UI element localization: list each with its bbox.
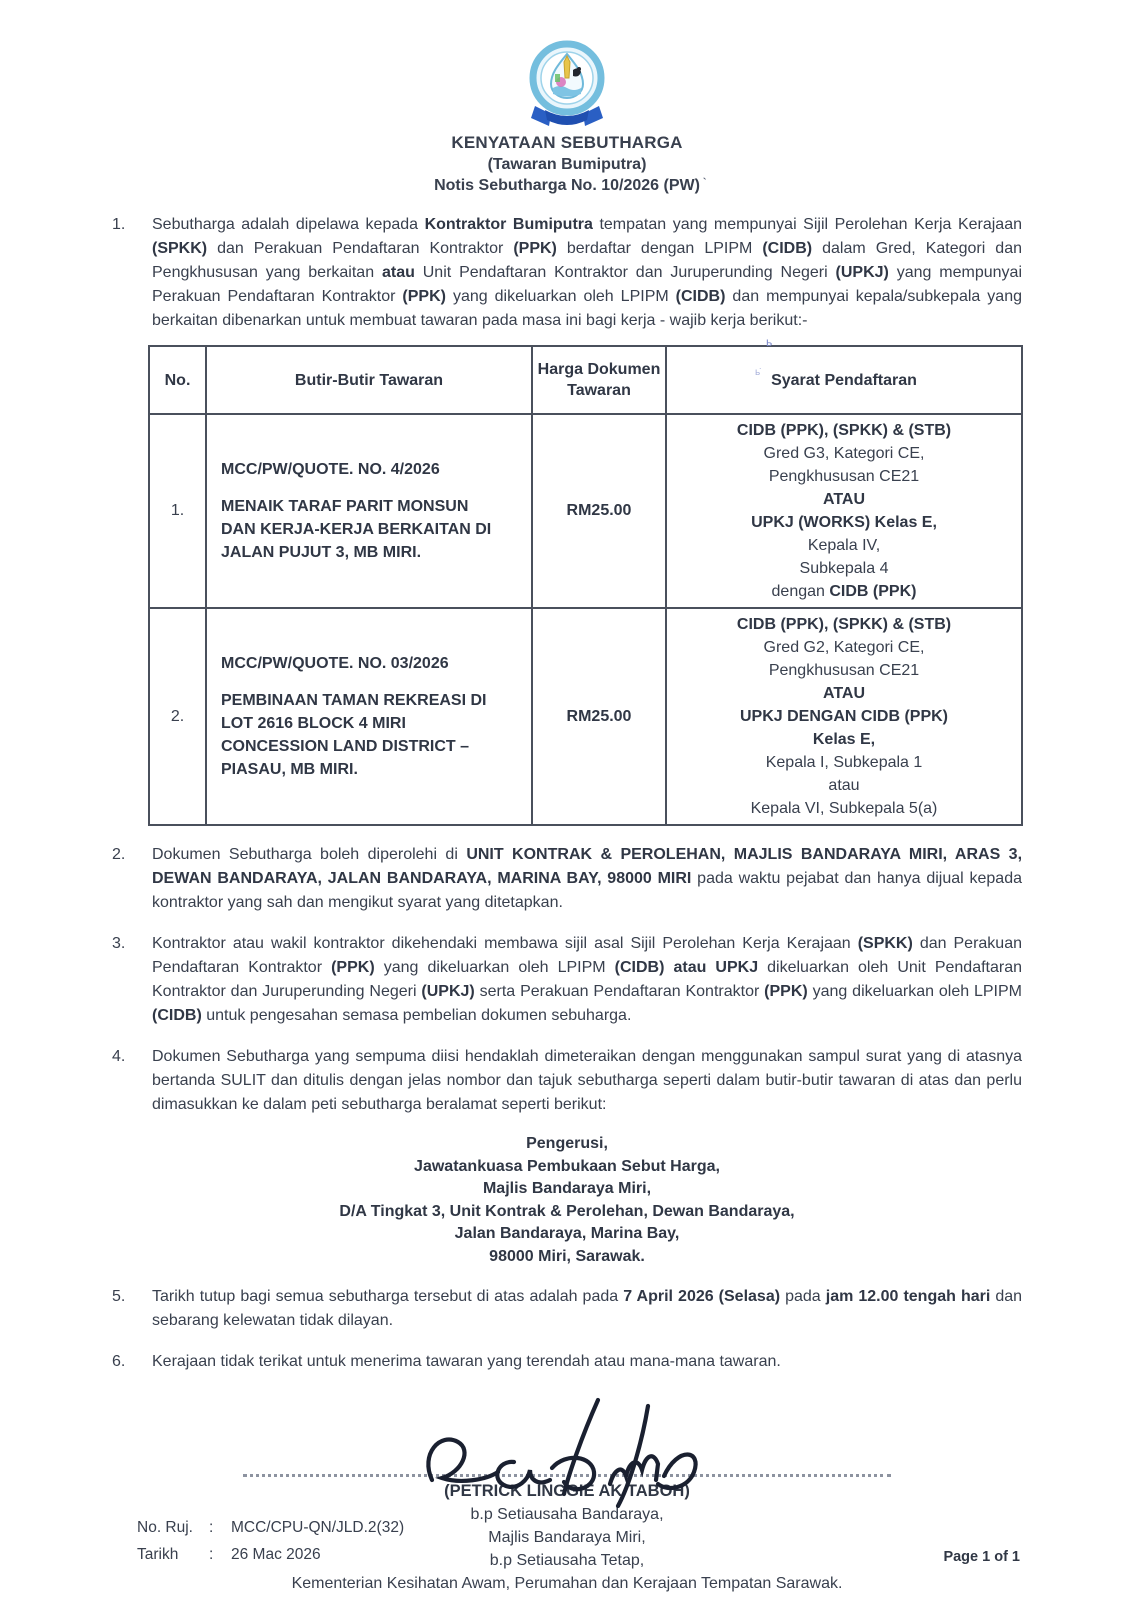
- tender-details: [206, 414, 532, 608]
- ref-value: MCC/CPU-QN/JLD.2(32): [231, 1519, 405, 1536]
- col-header-harga: Harga Dokumen Tawaran: [532, 346, 666, 414]
- document-price: RM25.00: [532, 414, 666, 608]
- paragraph-number: 3.: [112, 935, 126, 952]
- paragraph-text: Dokumen Sebutharga boleh diperolehi di UNIT KONTRAK & PEROLEHAN, MAJLIS BANDARAYA MIRI, ARAS 3, DEWAN BANDARAYA, JALAN BANDARAYA, MARINA BAY, 98000 MIRI pada waktu pejabat dan hanya dijual kepada kontraktor yang sah dan mengikut syarat yang ditetapkan.: [152, 846, 1023, 911]
- paragraph-number: 1.: [112, 216, 126, 233]
- quote-reference: MCC/PW/QUOTE. NO. 03/2026: [221, 655, 449, 672]
- paragraph-number: 5.: [112, 1288, 126, 1305]
- row-number: 1.: [149, 414, 206, 608]
- stray-ink-mark: ь̇: [755, 367, 761, 378]
- quote-reference: MCC/PW/QUOTE. NO. 4/2026: [221, 461, 440, 478]
- tender-details: [206, 608, 532, 825]
- tender-table: [148, 345, 1023, 826]
- paragraph-6: [112, 1350, 1022, 1374]
- notice-number: Notis Sebutharga No. 10/2026 (PW) `: [112, 175, 1022, 196]
- table-row: [149, 608, 1022, 825]
- registration-requirements: CIDB (PPK), (SPKK) & (STB) Gred G3, Kategori CE, Pengkhususan CE21 ATAU UPKJ (WORKS) Kelas E, Kepala IV, Subkepala 4 dengan CIDB (PPK): [666, 414, 1022, 608]
- paragraph-4: [112, 1045, 1022, 1117]
- paragraph-5: [112, 1285, 1022, 1333]
- paragraph-text: Sebutharga adalah dipelawa kepada Kontraktor Bumiputra tempatan yang mempunyai Sijil Perolehan Kerja Kerajaan (SPKK) dan Perakuan Pendaftaran Kontraktor (PPK) berdaftar dengan LPIPM (CIDB) dalam Gred, Kategori dan Pengkhususan yang berkaitan atau Unit Pendaftaran Kontraktor dan Juruperunding Negeri (UPKJ) yang mempunyai Perakuan Pendaftaran Kontraktor (PPK) yang dikeluarkan oleh LPIPM (CIDB) dan mempunyai kepala/subkepala yang berkaitan dibenarkan untuk membuat tawaran pada masa ini bagi kerja - wajib kerja berikut:-: [152, 216, 1023, 329]
- document-price: RM25.00: [532, 608, 666, 825]
- stray-ink-mark: ь: [766, 335, 773, 349]
- page-subtitle: (Tawaran Bumiputra): [487, 156, 647, 173]
- job-title: PEMBINAAN TAMAN REKREASI DI LOT 2616 BLOCK 4 MIRI CONCESSION LAND DISTRICT – PIASAU, MB MIRI.: [221, 692, 487, 778]
- table-row: [149, 414, 1022, 608]
- paragraph-text: Tarikh tutup bagi semua sebutharga tersebut di atas adalah pada 7 April 2026 (Selasa) pada jam 12.00 tengah hari dan sebarang kelewatan tidak dilayan.: [152, 1288, 1023, 1329]
- stray-ink-mark: `: [702, 177, 707, 189]
- row-number: 2.: [149, 608, 206, 825]
- table-header-row: [149, 346, 1022, 414]
- paragraph-3: [112, 932, 1022, 1028]
- page-title: KENYATAAN SEBUTHARGA: [451, 133, 683, 152]
- date-value: 26 Mac 2026: [231, 1546, 321, 1563]
- submission-address: Pengerusi, Jawatankuasa Pembukaan Sebut Harga, Majlis Bandaraya Miri, D/A Tingkat 3, Unit Kontrak & Perolehan, Dewan Bandaraya, Jalan Bandaraya, Marina Bay, 98000 Miri, Sarawak.: [339, 1135, 795, 1265]
- paragraph-text: Dokumen Sebutharga yang sempuma diisi hendaklah dimeteraikan dengan menggunakan sampul surat yang di atasnya bertanda SULIT dan ditulis dengan jelas nombor dan tajuk sebutharga seperti dalam butir-butir tawaran di atas dan perlu dimasukkan ke dalam peti sebutharga beralamat seperti berikut:: [152, 1048, 1022, 1113]
- col-header-syarat: Syarat Pendaftaran: [666, 346, 1022, 414]
- paragraph-text: Kerajaan tidak terikat untuk menerima tawaran yang terendah atau mana-mana tawaran.: [152, 1353, 781, 1370]
- date-label: Tarikh: [137, 1546, 179, 1563]
- col-header-butir: Butir-Butir Tawaran: [206, 346, 532, 414]
- paragraph-number: 6.: [112, 1353, 126, 1370]
- paragraph-number: 4.: [112, 1048, 126, 1065]
- reference-number-row: No. Ruj. : MCC/CPU-QN/JLD.2(32): [137, 1514, 404, 1541]
- page-number: Page 1 of 1: [943, 1549, 1020, 1565]
- paragraph-text: Kontraktor atau wakil kontraktor dikehendaki membawa sijil asal Sijil Perolehan Kerja Kerajaan (SPKK) dan Perakuan Pendaftaran Kontraktor (PPK) yang dikeluarkan oleh LPIPM (CIDB) atau UPKJ dikeluarkan oleh Unit Pendaftaran Kontraktor dan Juruperunding Negeri (UPKJ) serta Perakuan Pendaftaran Kontraktor (PPK) yang dikeluarkan oleh LPIPM (CIDB) untuk pengesahan semasa pembelian dokumen sebuharga.: [152, 935, 1023, 1024]
- reference-footer: [137, 1514, 404, 1568]
- job-title: MENAIK TARAF PARIT MONSUN DAN KERJA-KERJA BERKAITAN DI JALAN PUJUT 3, MB MIRI.: [221, 498, 492, 561]
- ref-label: No. Ruj.: [137, 1519, 193, 1536]
- col-header-no: No.: [149, 346, 206, 414]
- paragraph-1: [112, 213, 1022, 333]
- document-header: [112, 132, 1022, 196]
- registration-requirements: CIDB (PPK), (SPKK) & (STB) Gred G2, Kategori CE, Pengkhususan CE21 ATAU UPKJ DENGAN CIDB (PPK) Kelas E, Kepala I, Subkepala 1 atau Kepala VI, Subkepala 5(a): [666, 608, 1022, 825]
- handwritten-signature: [402, 1384, 732, 1508]
- date-row: Tarikh : 26 Mac 2026: [137, 1541, 404, 1568]
- paragraph-number: 2.: [112, 846, 126, 863]
- signatory-name: (PETRICK LINGGIE AK TABOH): [444, 1482, 690, 1500]
- paragraph-2: [112, 843, 1022, 915]
- majlis-bandaraya-miri-crest-icon: [515, 40, 619, 128]
- signatory-titles: b.p Setiausaha Bandaraya, Majlis Bandaraya Miri, b.p Setiausaha Tetap, Kementerian Kesihatan Awam, Perumahan dan Kerajaan Tempatan Sarawak.: [291, 1506, 843, 1592]
